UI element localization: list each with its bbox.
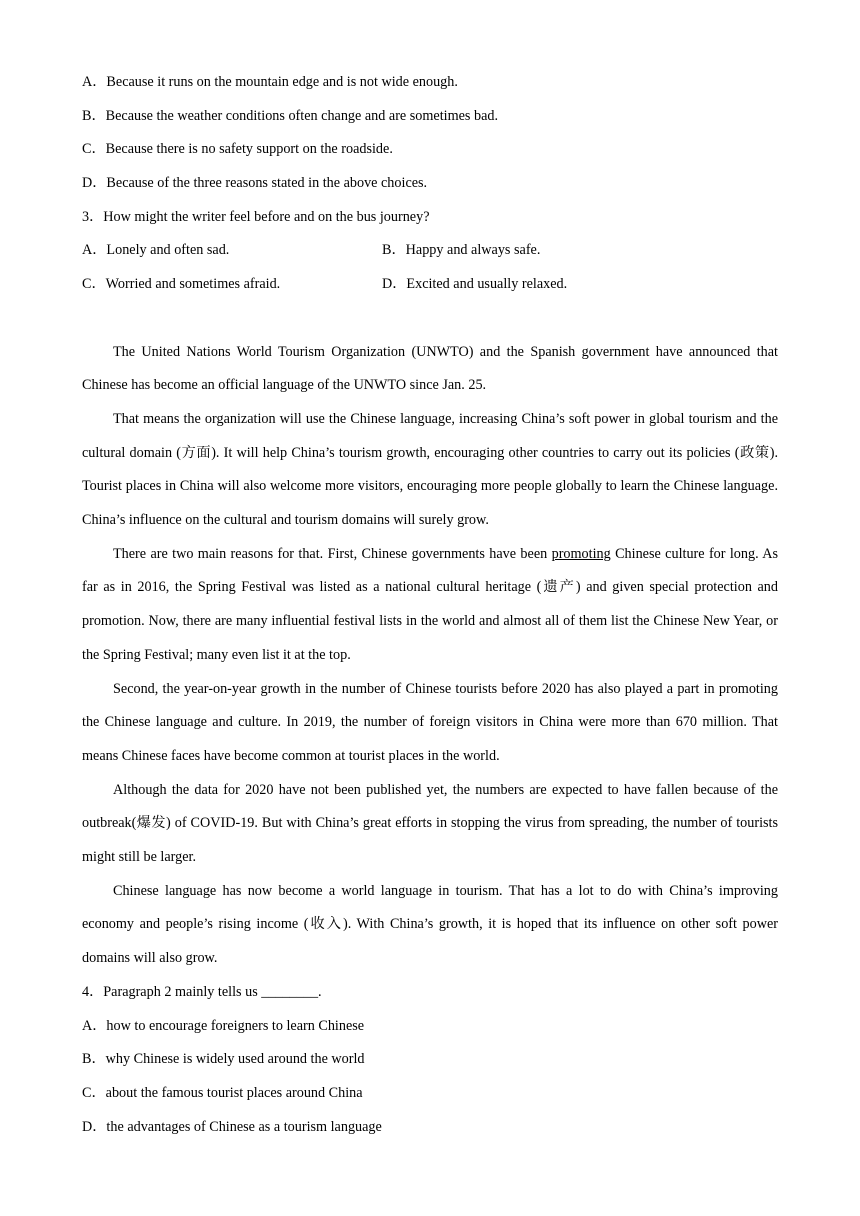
- q3-option-a: A．Lonely and often sad.: [82, 242, 230, 259]
- q4-option-d: D．the advantages of Chinese as a tourism language: [82, 1118, 382, 1135]
- q3-stem: 3．How might the writer feel before and on the bus journey?: [82, 208, 430, 225]
- document-page: [82, 66, 778, 1144]
- section-gap: [82, 302, 778, 336]
- paragraph-3-text-start: There are two main reasons for that. First, Chinese governments have been: [113, 545, 552, 562]
- passage-paragraph-5: Although the data for 2020 have not been published yet, the numbers are expected to have fallen because of the outbreak(爆发) of COVID-19. But with China’s great efforts in stopping the virus from spreading, the number of tourists might still be larger.: [82, 781, 778, 866]
- paragraph-3-text-end: Chinese culture for long. As far as in 2016, the Spring Festival was listed as a national cultural heritage (遗产) and given special protection and promotion. Now, there are many influential festival lists in the world and almost all of them list the Chinese New Year, or the Spring Festival; many even list it at the top.: [82, 545, 778, 663]
- q2-option-b: B．Because the weather conditions often change and are sometimes bad.: [82, 107, 499, 124]
- passage-paragraph-1: The United Nations World Tourism Organization (UNWTO) and the Spanish government have announced that Chinese has become an official language of the UNWTO since Jan. 25.: [82, 343, 778, 394]
- q3-option-b: B．Happy and always safe.: [382, 242, 541, 259]
- q3-option-d: D．Excited and usually relaxed.: [382, 276, 568, 293]
- q4-option-b: B．why Chinese is widely used around the world: [82, 1051, 365, 1068]
- q3-option-c: C．Worried and sometimes afraid.: [82, 276, 281, 293]
- underlined-word: promoting: [551, 545, 611, 562]
- q4-stem: 4．Paragraph 2 mainly tells us ________.: [82, 983, 322, 1000]
- q3-options-row-2: [82, 268, 778, 302]
- passage-paragraph-3: [82, 538, 778, 673]
- q2-option-a: A．Because it runs on the mountain edge and is not wide enough.: [82, 74, 458, 90]
- passage-paragraph-4: Second, the year-on-year growth in the number of Chinese tourists before 2020 has also played a part in promoting the Chinese language and culture. In 2019, the number of foreign visitors in China were more than 670 million. That means Chinese faces have become common at tourist places in the world.: [82, 680, 778, 764]
- passage-paragraph-2: That means the organization will use the Chinese language, increasing China’s soft power in global tourism and the cultural domain (方面). It will help China’s tourism growth, encouraging other countries to carry out its policies (政策). Tourist places in China will also welcome more visitors, encouraging more people globally to learn the Chinese language. China’s influence on the cultural and tourism domains will surely grow.: [82, 410, 778, 529]
- q2-option-c: C．Because there is no safety support on the roadside.: [82, 141, 393, 158]
- q4-option-c: C．about the famous tourist places around China: [82, 1084, 363, 1101]
- q3-options-row-1: [82, 234, 778, 268]
- passage-paragraph-6: Chinese language has now become a world language in tourism. That has a lot to do with China’s improving economy and people’s rising income (收入). With China’s growth, it is hoped that its influence on other soft power domains will also grow.: [82, 882, 778, 967]
- q2-option-d: D．Because of the three reasons stated in the above choices.: [82, 175, 428, 192]
- q4-option-a: A．how to encourage foreigners to learn Chinese: [82, 1017, 365, 1034]
